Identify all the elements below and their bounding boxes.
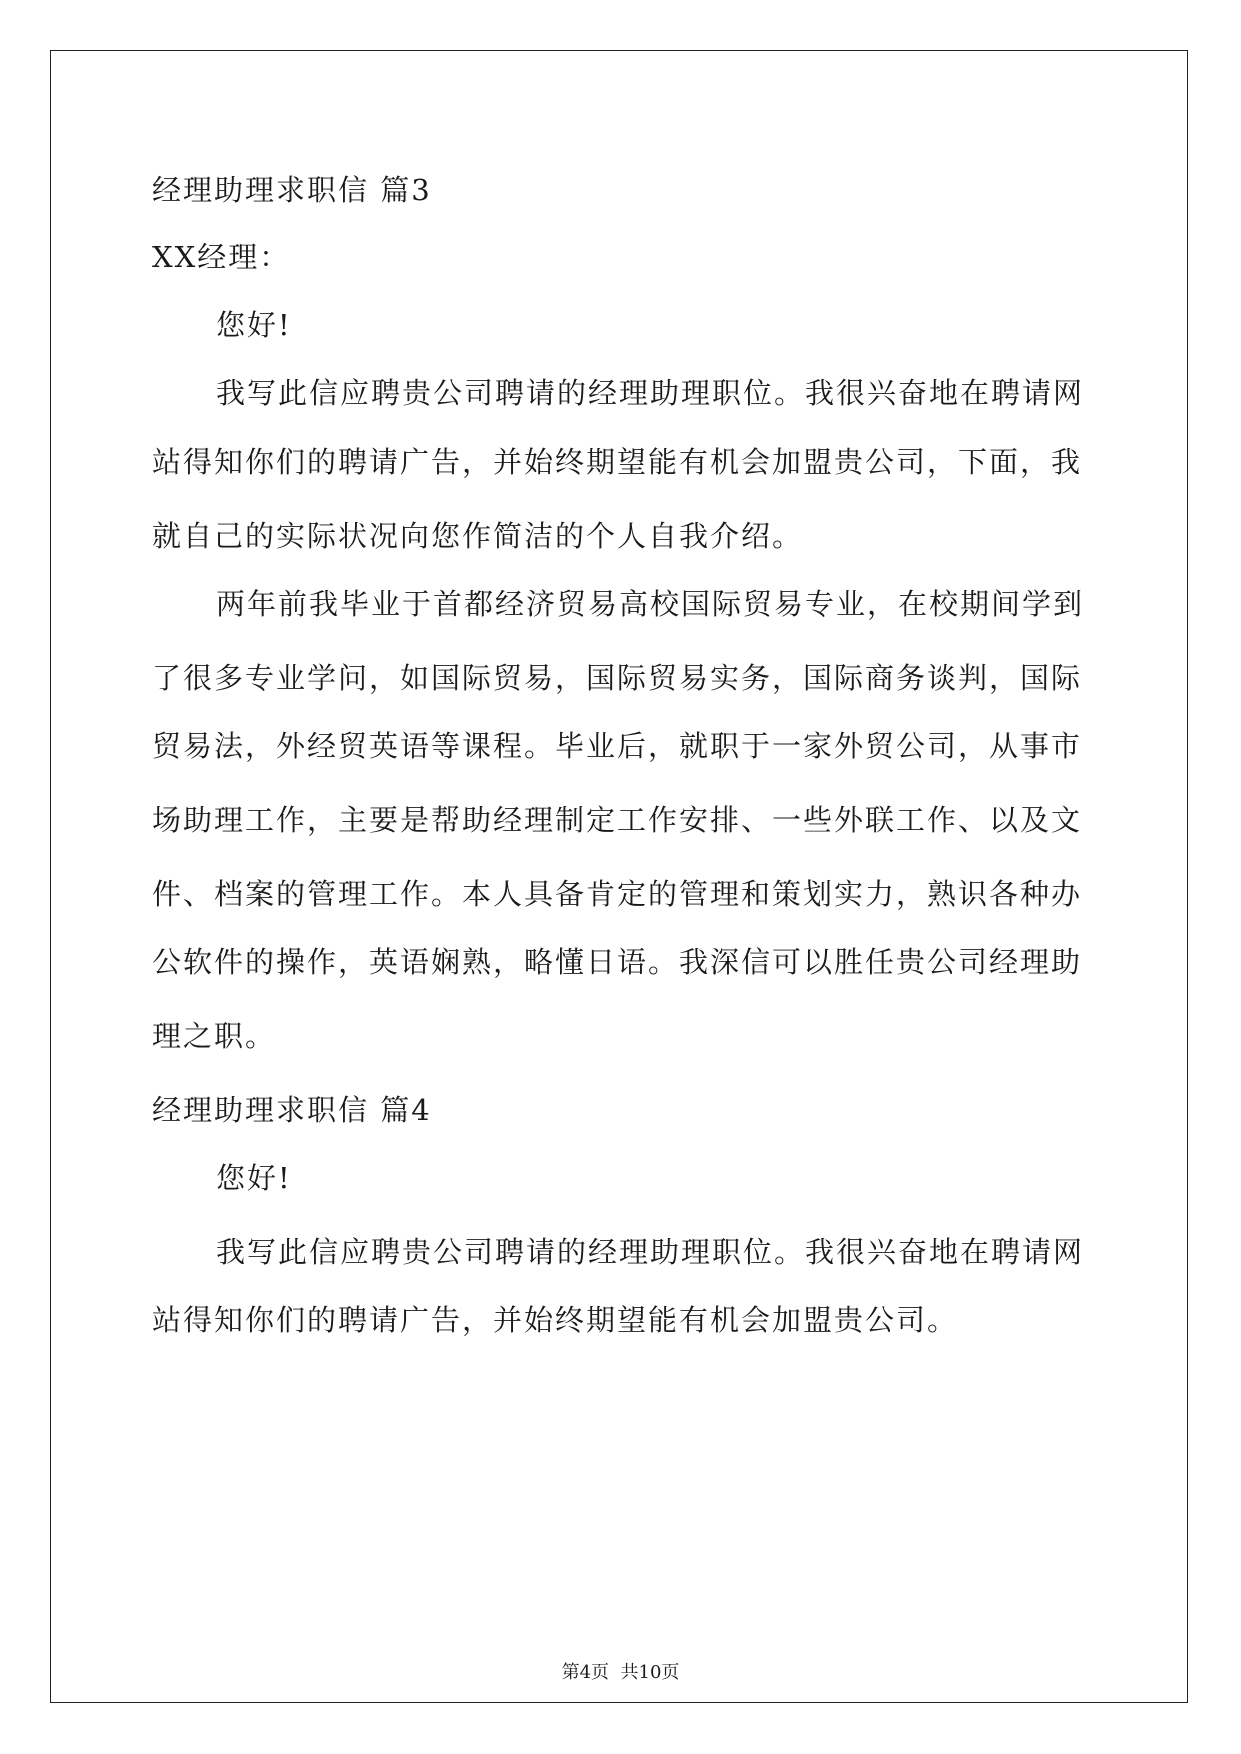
paragraph-line: 站得知你们的聘请广告，并始终期望能有机会加盟贵公司。 [152,1303,959,1337]
paragraph-line: 了很多专业学问，如国际贸易，国际贸易实务，国际商务谈判，国际 [152,661,1083,695]
paragraph-line: 两年前我毕业于首都经济贸易高校国际贸易专业，在校期间学到 [216,587,1085,621]
paragraph-line: 贸易法，外经贸英语等课程。毕业后，就职于一家外贸公司，从事市 [152,729,1083,763]
paragraph-line: 场助理工作，主要是帮助经理制定工作安排、一些外联工作、以及文 [152,803,1083,837]
paragraph-line: 就自己的实际状况向您作简洁的个人自我介绍。 [152,519,804,553]
paragraph-line: 我写此信应聘贵公司聘请的经理助理职位。我很兴奋地在聘请网 [216,376,1085,410]
section-heading-3: 经理助理求职信 篇3 [152,173,432,207]
greeting: 您好! [216,1161,292,1195]
greeting: 您好! [216,308,292,342]
section-heading-4: 经理助理求职信 篇4 [152,1093,432,1127]
paragraph-line: 公软件的操作，英语娴熟，略懂日语。我深信可以胜任贵公司经理助 [152,945,1083,979]
salutation: XX经理： [152,240,291,274]
paragraph-line: 件、档案的管理工作。本人具备肯定的管理和策划实力，熟识各种办 [152,877,1083,911]
paragraph-line: 站得知你们的聘请广告，并始终期望能有机会加盟贵公司，下面，我 [152,445,1083,479]
paragraph-line: 理之职。 [152,1019,277,1053]
page-number: 第4页 共10页 [561,1662,680,1683]
paragraph-line: 我写此信应聘贵公司聘请的经理助理职位。我很兴奋地在聘请网 [216,1235,1085,1269]
